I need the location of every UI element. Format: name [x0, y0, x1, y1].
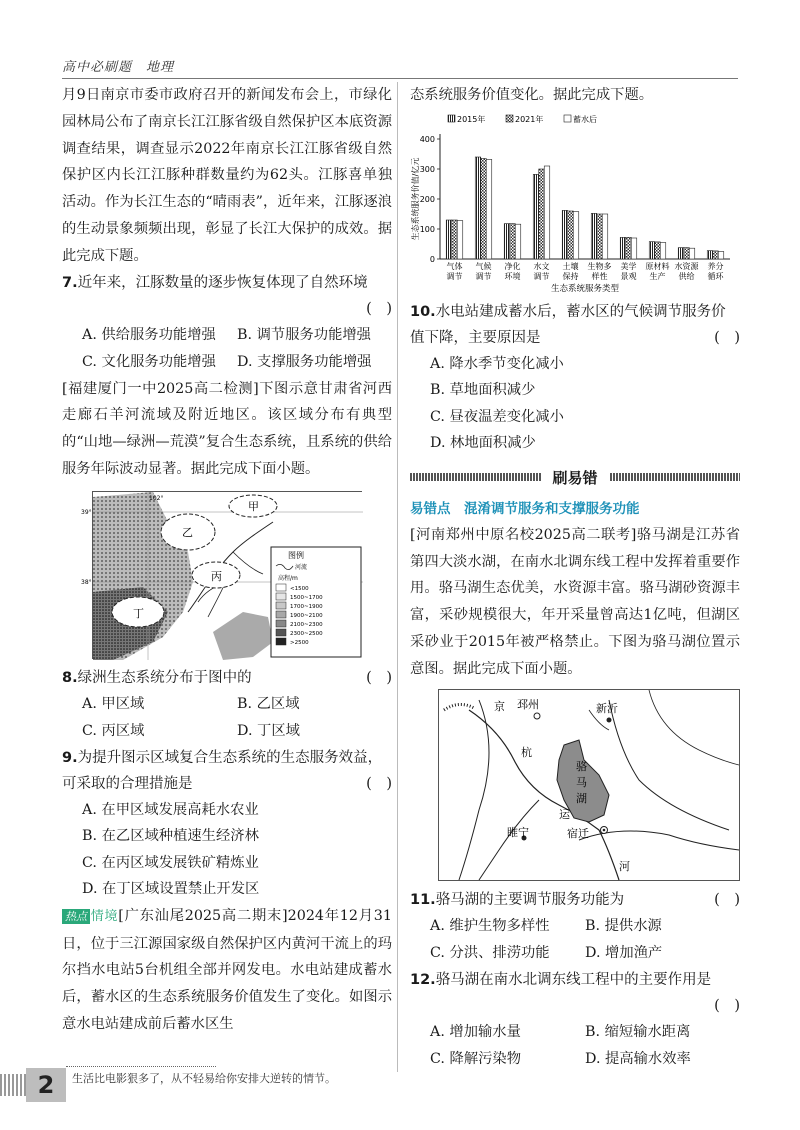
y-tick-label: 400: [419, 134, 435, 144]
category-label-line1: 土壤: [562, 261, 579, 271]
label-suining: 睢宁: [507, 825, 529, 839]
bar-7-1: [655, 242, 661, 259]
bar-1-2: [486, 159, 492, 259]
river-southwest: [479, 800, 539, 880]
option-a: A. 降水季节变化减小: [430, 355, 564, 372]
option-b: B. 在乙区域种植速生经济林: [82, 828, 259, 845]
region-jia-label: 甲: [248, 499, 259, 513]
option-b: B. 提供水源: [585, 917, 662, 934]
y-tick-label: 0: [429, 254, 435, 264]
answer-paren: ( ): [714, 997, 740, 1014]
legend-label-2: 蓄水后: [573, 114, 597, 124]
river-east: [609, 700, 729, 830]
legend-swatch-2: [564, 115, 571, 122]
option-d: D. 丁区域: [237, 722, 300, 739]
answer-paren: ( ): [366, 669, 392, 686]
bar-6-0: [620, 237, 626, 259]
svg-text:>2500: >2500: [290, 639, 309, 646]
question-stem: 绿洲生态系统分布于图中的: [77, 669, 252, 686]
footer-quote: 生活比电影狠多了，从不轻易给你安排大逆转的情节。: [72, 1072, 336, 1085]
bar-9-2: [718, 251, 724, 259]
question-9: [62, 745, 392, 797]
label-pizhou: 邳州: [517, 697, 539, 711]
category-label-line1: 水文: [533, 261, 550, 271]
lon-label: 102°: [149, 494, 164, 502]
passage-jiangtun: 月9日南京市委市政府召开的新闻发布会上，市绿化园林局公布了南京长江江豚省级自然保护区本底资源调查结果，调查显示2022年南京长江江豚省级自然保护区内长江江豚种群数量约为62头。江豚喜单独活动。作为长江生态的“晴雨表”，近年来，江豚逐浪的生动景象频频出现，彰显了长江大保护的成效。据此完成下题。: [62, 87, 393, 264]
question-7: [62, 270, 392, 322]
legend-swatch-1: [506, 115, 513, 122]
label-he: 河: [619, 859, 630, 873]
section-stripe-left: [410, 473, 541, 481]
option-d: D. 林地面积减少: [430, 435, 536, 452]
category-label-line2: 循环: [707, 271, 724, 281]
option-c: C. 丙区域: [82, 722, 145, 739]
legend-title: 图例: [288, 550, 304, 560]
svg-text:1900~2100: 1900~2100: [290, 612, 323, 619]
question-stem: 近年来，江豚数量的逐步恢复体现了自然环境: [77, 274, 368, 291]
bar-5-1: [597, 214, 603, 259]
answer-paren: ( ): [366, 775, 392, 792]
option-a: A. 甲区域: [82, 695, 145, 712]
y-axis-label: 生态系统服务价值/亿元: [411, 157, 420, 241]
y-tick-label: 200: [419, 194, 435, 204]
answer-paren: ( ): [714, 891, 740, 908]
river-west: [459, 700, 489, 880]
option-c: C. 分洪、排涝功能: [430, 944, 550, 961]
category-label-line1: 原材料: [645, 261, 670, 271]
question-number: 7.: [62, 274, 78, 291]
bar-7-2: [660, 242, 666, 259]
category-label-line2: 供给: [678, 271, 695, 281]
x-axis-label: 生态系统服务类型: [550, 283, 620, 294]
category-label-line1: 净化: [504, 261, 521, 271]
question-number: 12.: [410, 971, 436, 988]
option-c: C. 在丙区域发展铁矿精炼业: [82, 854, 259, 871]
region-ding-label: 丁: [133, 606, 144, 620]
category-label-line1: 生物多: [587, 261, 612, 271]
question-11: [410, 887, 740, 913]
bar-4-2: [573, 211, 579, 258]
question-12: [410, 967, 740, 1019]
category-label-line2: 生产: [649, 271, 666, 281]
bar-3-2: [544, 166, 550, 259]
context-tag: 情境: [90, 908, 119, 924]
bar-4-0: [562, 210, 568, 259]
bar-chart-ecosystem-value: [410, 109, 740, 299]
section-stripe-right: [610, 473, 741, 481]
option-b: B. 缩短输水距离: [585, 1023, 691, 1040]
category-label-line2: 景观: [620, 271, 637, 281]
category-label-line2: 调节: [446, 271, 463, 281]
right-column: [410, 82, 740, 1073]
answer-paren: ( ): [366, 300, 392, 317]
bar-6-2: [631, 238, 637, 259]
option-c: C. 文化服务功能增强: [82, 353, 216, 370]
bar-8-2: [689, 248, 695, 259]
bar-1-1: [481, 158, 487, 259]
option-a: A. 维护生物多样性: [430, 917, 550, 934]
option-d: D. 提高输水效率: [585, 1050, 691, 1067]
label-jing: 京: [494, 699, 505, 713]
bar-3-1: [539, 169, 545, 259]
question-stem: 骆马湖的主要调节服务功能为: [435, 891, 625, 908]
y-tick-label: 100: [419, 224, 435, 234]
label-yun: 运: [559, 807, 570, 821]
question-stem: 为提升图示区域复合生态系统的生态服务效益，可采取的合理措施是: [62, 749, 383, 792]
option-c: C. 降解污染物: [430, 1050, 522, 1067]
svg-text:2100~2300: 2100~2300: [290, 621, 323, 628]
question-number: 8.: [62, 669, 78, 686]
error-point-label: 易错点 混淆调节服务和支撑服务功能: [410, 500, 640, 517]
bar-5-2: [602, 214, 608, 259]
region-yi-label: 乙: [182, 525, 193, 539]
footer-rule: [66, 1066, 216, 1067]
answer-paren: ( ): [714, 329, 740, 346]
bar-5-0: [591, 213, 597, 259]
header-rule: [62, 78, 738, 79]
passage-maerdang: [62, 903, 392, 1038]
bar-2-2: [515, 224, 521, 259]
footer-dots: [0, 1074, 26, 1096]
option-b: B. 草地面积减少: [430, 382, 536, 399]
label-suqian: 宿迁: [567, 826, 589, 840]
bar-0-2: [457, 220, 463, 258]
passage-shiyang: [福建厦门一中2025高二检测]下图示意甘肃省河西走廊石羊河流域及附近地区。该区域分布有典型的“山地—绿洲—荒漠”复合生态系统，且系统的供给服务年际波动显著。据此完成下面小题。: [62, 380, 392, 477]
legend-elev-title: 高程/m: [278, 574, 298, 582]
option-a: A. 供给服务功能增强: [82, 326, 216, 343]
option-d: D. 增加渔产: [585, 944, 663, 961]
legend-river: 河流: [295, 563, 308, 571]
bar-0-1: [452, 220, 458, 259]
map-shiyang-svg: [81, 492, 363, 660]
question-stem: 水电站建成蓄水后，蓄水区的气候调节服务价值下降，主要原因是: [410, 303, 726, 346]
option-a: A. 在甲区域发展高耗水农业: [82, 801, 259, 818]
map-luoma-svg: [439, 690, 741, 882]
option-b: B. 调节服务功能增强: [237, 326, 371, 343]
bar-chart-svg: [410, 109, 740, 299]
y-tick-label: 300: [419, 164, 435, 174]
option-c: C. 昼夜温差变化减小: [430, 408, 564, 425]
running-header: 高中必刷题 地理: [62, 60, 175, 75]
svg-text:2300~2500: 2300~2500: [290, 630, 323, 637]
region-bing-label: 丙: [211, 569, 222, 583]
label-lake-1: 骆: [576, 759, 587, 773]
bar-2-1: [510, 223, 516, 258]
category-label-line2: 调节: [533, 271, 550, 281]
bar-9-1: [713, 251, 719, 259]
section-title: 刷易错: [552, 468, 598, 487]
river-northeast: [649, 690, 739, 765]
svg-text:1700~1900: 1700~1900: [290, 603, 323, 610]
question-8: [62, 665, 392, 691]
bar-7-0: [649, 241, 655, 258]
railway-line: [444, 704, 474, 710]
category-label-line1: 水资源: [674, 261, 699, 271]
bar-6-1: [626, 237, 632, 259]
label-lake-3: 湖: [576, 791, 587, 805]
legend-label-1: 2021年: [515, 114, 544, 124]
question-stem: 骆马湖在南水北调东线工程中的主要作用是: [435, 971, 712, 988]
option-d: D. 在丁区域设置禁止开发区: [82, 881, 260, 898]
bar-1-0: [475, 157, 481, 259]
category-label-line1: 气候: [475, 261, 492, 271]
category-label-line1: 气体: [446, 261, 463, 271]
option-d: D. 支撑服务功能增强: [237, 353, 372, 370]
passage-luoma-lake: [河南郑州中原名校2025高二联考]骆马湖是江苏省第四大淡水湖，在南水北调东线工程中发挥着重要作用。骆马湖生态优美，水资源丰富。骆马湖砂资源丰富，采砂规模很大，年开采量曾高达1亿吨，但湖区采砂业于2015年被严格禁止。下图为骆马湖位置示意图。据此完成下面小题。: [410, 526, 740, 677]
category-label-line2: 保持: [562, 271, 579, 281]
option-a: A. 增加输水量: [430, 1023, 521, 1040]
left-column: [62, 82, 392, 1038]
legend-swatch-0: [448, 115, 455, 122]
bar-9-0: [707, 250, 713, 258]
bar-3-0: [533, 174, 539, 259]
label-xinyi: 新沂: [596, 701, 618, 715]
bar-2-0: [504, 223, 510, 258]
question-number: 11.: [410, 891, 436, 908]
label-hang: 杭: [521, 745, 532, 759]
question-number: 9.: [62, 749, 78, 766]
svg-text:1500~1700: 1500~1700: [290, 594, 323, 601]
passage-maerdang-text: [广东汕尾2025高二期末]2024年12月31日，位于三江源国家级自然保护区内黄河干流上的玛尔挡水电站5台机组全部并网发电。水电站建成蓄水后，蓄水区的生态系统服务价值发生了变化。如图示意水电站建成前后蓄水区生: [62, 907, 392, 1032]
category-label-line2: 环境: [504, 271, 521, 281]
column-divider: [397, 82, 398, 1072]
map-luoma-lake: [438, 689, 740, 881]
question-10: [410, 299, 740, 351]
bar-0-0: [446, 220, 452, 259]
passage-continued: 态系统服务价值变化。据此完成下题。: [410, 87, 654, 103]
legend-label-0: 2015年: [457, 114, 486, 124]
option-b: B. 乙区域: [237, 695, 300, 712]
question-number: 10.: [410, 303, 436, 320]
lat-label-39: 39°: [81, 508, 92, 516]
hot-tag: 热点: [62, 909, 90, 924]
category-label-line1: 养分: [707, 261, 724, 271]
map-shiyang-river: [81, 491, 362, 659]
section-header-errors: [410, 467, 740, 488]
category-label-line1: 美学: [620, 261, 637, 271]
bar-4-1: [568, 211, 574, 259]
svg-text:<1500: <1500: [290, 585, 309, 592]
label-lake-2: 马: [576, 775, 587, 789]
category-label-line2: 样性: [591, 271, 608, 281]
page-number: 2: [26, 1068, 66, 1102]
category-label-line2: 调节: [475, 271, 492, 281]
lat-label-38: 38°: [81, 578, 92, 586]
bar-8-0: [678, 247, 684, 258]
bar-8-1: [684, 247, 690, 258]
